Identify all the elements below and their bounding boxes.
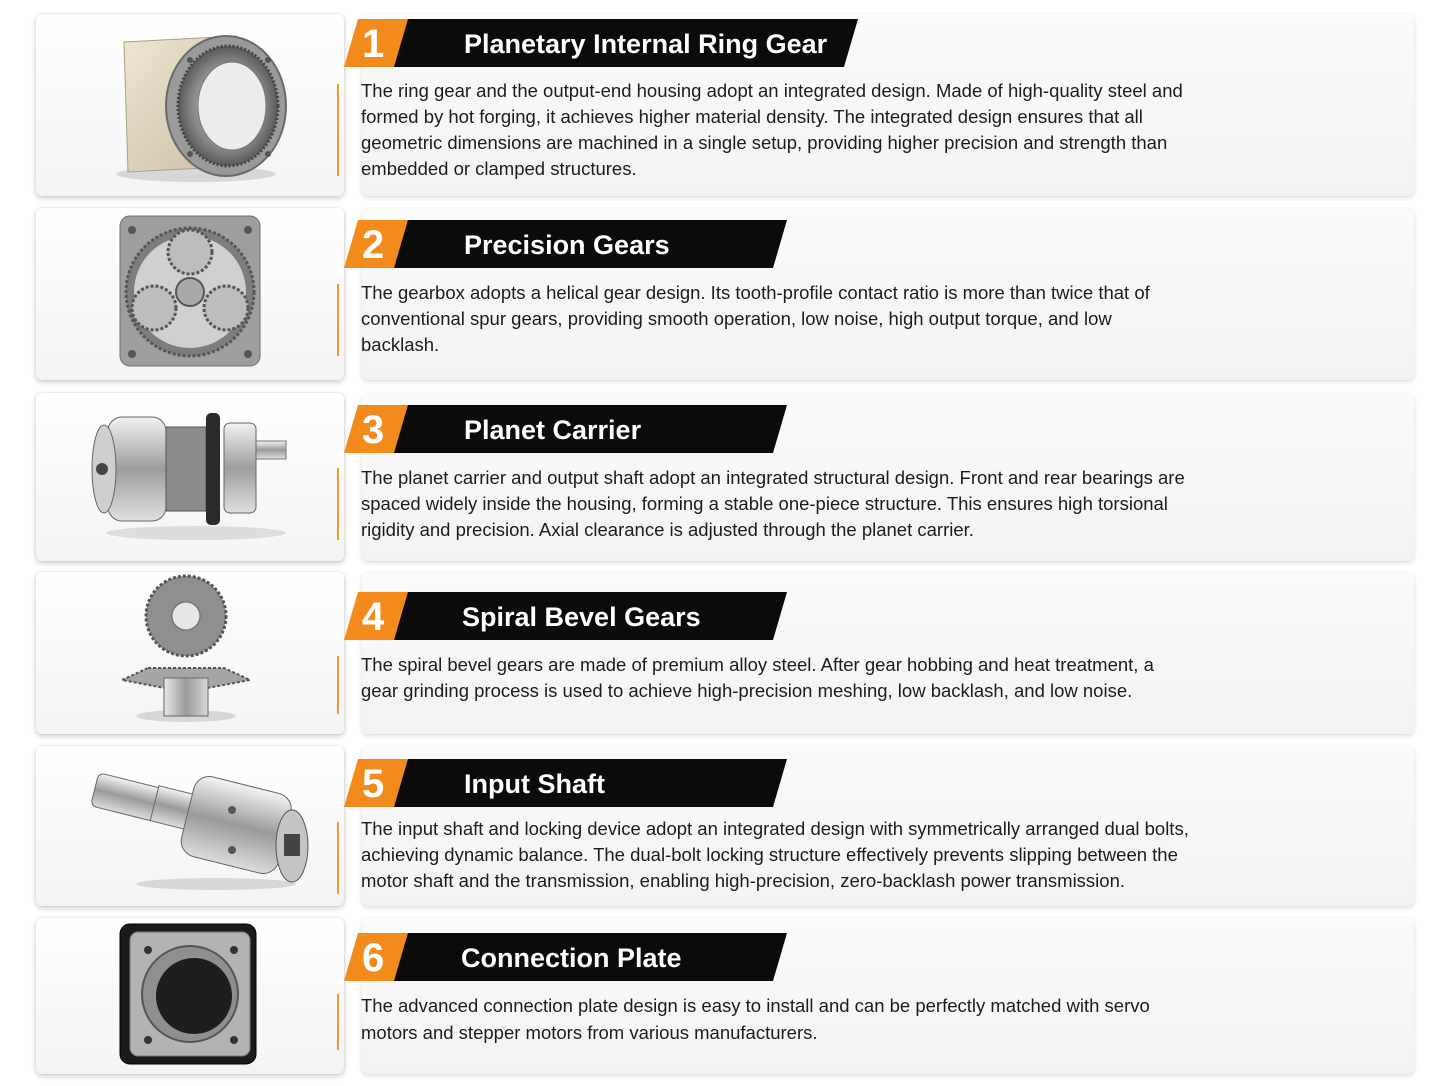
accent-line-5 (337, 822, 339, 894)
precision-gears-image (36, 208, 344, 380)
feature-title-6: Connection Plate (461, 943, 682, 973)
feature-title-4: Spiral Bevel Gears (462, 602, 701, 632)
input-shaft-image (36, 746, 344, 906)
feature-description-3: The planet carrier and output shaft adopt an integrated structural design. Front and rear bearings are spaced widely inside the housing, forming a stable one-piece structure. This ensures high torsional rigidity and precision. Axial clearance is adjusted through the planet carrier. (361, 467, 1185, 540)
feature-title-2: Precision Gears (464, 230, 670, 260)
accent-line-2 (337, 284, 339, 356)
planet-carrier-image (36, 393, 344, 561)
connection-plate-icon (36, 918, 344, 1074)
feature-number-1: 1 (362, 22, 385, 66)
feature-banner-5 (344, 759, 787, 807)
feature-number-6: 6 (362, 936, 385, 980)
feature-banner-1 (344, 19, 858, 67)
input-shaft-icon (36, 746, 344, 906)
accent-line-4 (337, 656, 339, 714)
feature-number-3: 3 (362, 408, 385, 452)
connection-plate-image (36, 918, 344, 1074)
feature-banner-6 (344, 933, 787, 981)
feature-title-1: Planetary Internal Ring Gear (464, 29, 828, 59)
feature-description-5: The input shaft and locking device adopt an integrated design with symmetrically arranged dual bolts, achieving dynamic balance. The dual-bolt locking structure effectively prevents slipping between the motor shaft and the transmission, enabling high-precision, zero-backlash power transmission. (361, 818, 1189, 891)
feature-title-3: Planet Carrier (464, 415, 642, 445)
bevel-gears-icon (36, 572, 344, 734)
feature-description-6: The advanced connection plate design is easy to install and can be perfectly matched with servo motors and stepper motors from various manufacturers. (361, 995, 1150, 1043)
planetary-gears-icon (36, 208, 344, 380)
feature-number-5: 5 (362, 762, 385, 806)
ring-gear-image (36, 14, 344, 196)
feature-number-2: 2 (362, 223, 385, 267)
feature-banner-4 (344, 592, 787, 640)
planet-carrier-icon (36, 393, 344, 561)
feature-banner-2 (344, 220, 787, 268)
ring-gear-icon (36, 14, 344, 196)
feature-number-4: 4 (362, 595, 385, 639)
feature-title-5: Input Shaft (464, 769, 605, 799)
feature-description-2: The gearbox adopts a helical gear design. Its tooth-profile contact ratio is more than twice that of conventional spur gears, providing smooth operation, low noise, high output torque, and low backlash. (361, 282, 1150, 355)
spiral-bevel-gears-image (36, 572, 344, 734)
accent-line-3 (337, 468, 339, 540)
feature-description-1: The ring gear and the output-end housing adopt an integrated design. Made of high-quality steel and formed by hot forging, it achieves higher material density. The integrated design ensures that all geometric dimensions are machined in a single setup, providing higher precision and strength than embedded or clamped structures. (361, 80, 1183, 179)
accent-line-6 (337, 994, 339, 1050)
feature-banner-3 (344, 405, 787, 453)
feature-description-4: The spiral bevel gears are made of premium alloy steel. After gear hobbing and heat treatment, a gear grinding process is used to achieve high-precision meshing, low backlash, and low noise. (361, 654, 1154, 701)
accent-line-1 (337, 84, 339, 176)
